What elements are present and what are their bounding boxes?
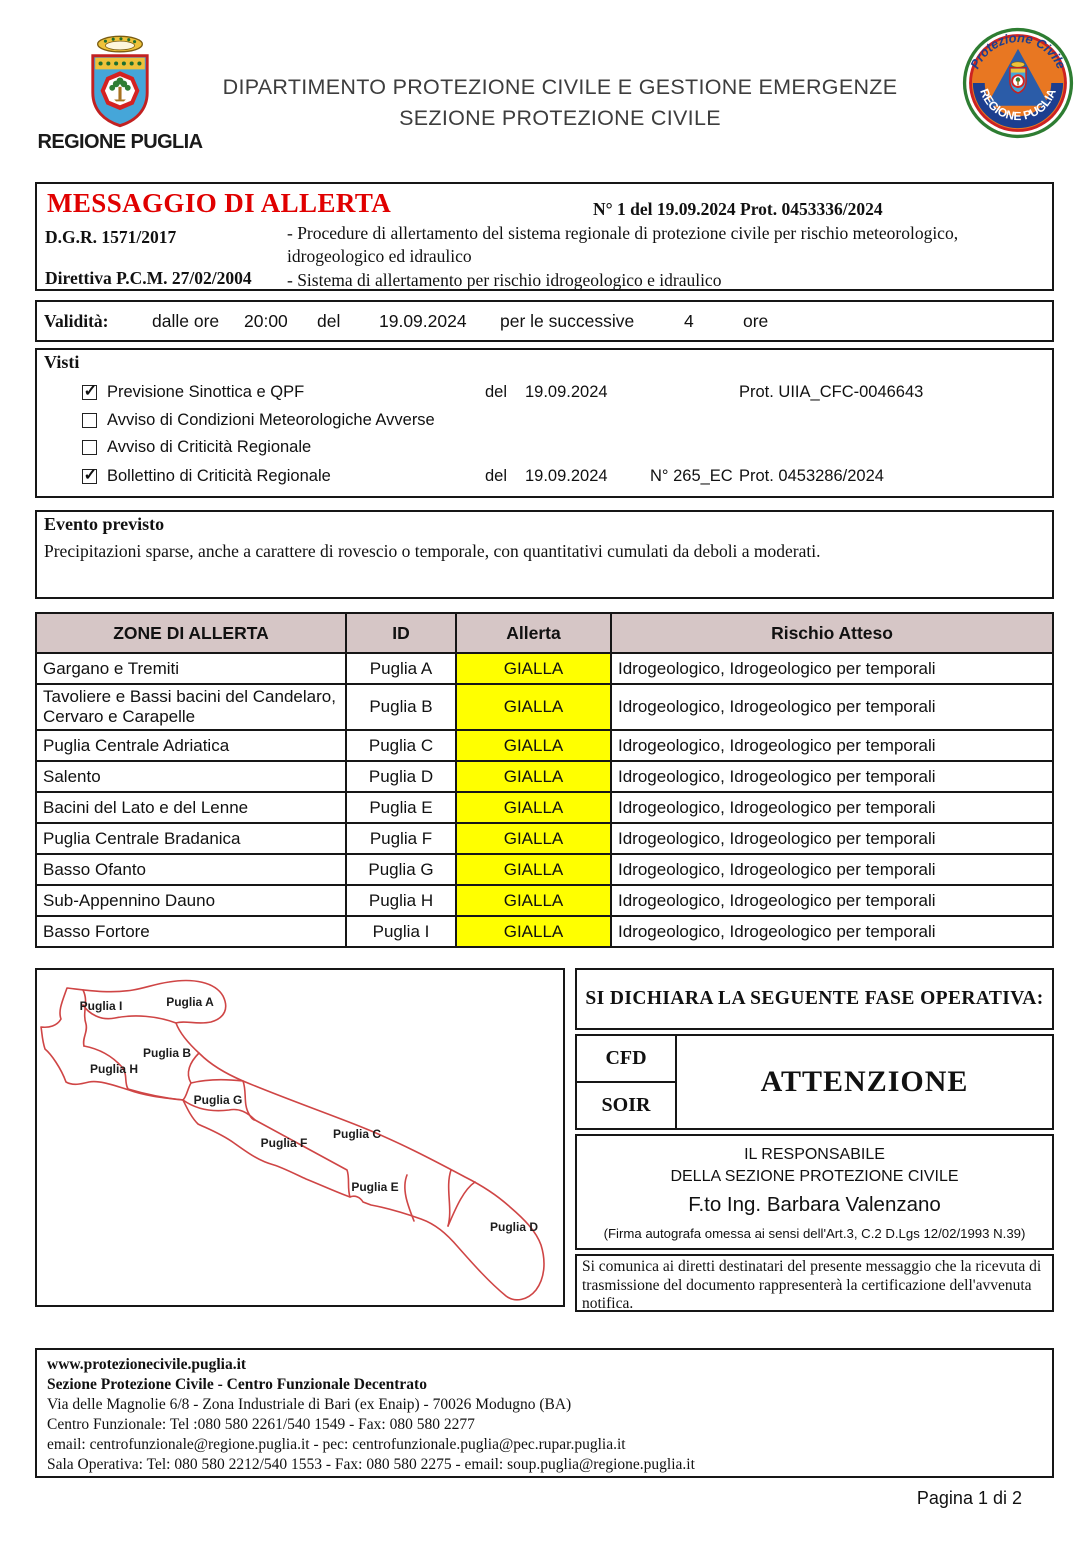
zone-id-cell: Puglia F	[346, 823, 456, 854]
right-logo-arc-top-text: Protezione Civile	[967, 30, 1069, 72]
footer-email-pec: email: centrofunzionale@regione.puglia.it - pec: centrofunzionale.puglia@pec.rupar.puglia.it	[47, 1436, 626, 1453]
footer-section-name: Sezione Protezione Civile - Centro Funzionale Decentrato	[47, 1376, 427, 1393]
direttiva-label: Direttiva P.C.M. 27/02/2004	[45, 268, 252, 288]
notification-notice-box	[575, 1254, 1054, 1312]
event-label: Evento previsto	[44, 514, 165, 534]
checkbox-avviso-criticita	[82, 440, 97, 455]
puglia-zones-map	[35, 968, 565, 1307]
zone-table-row	[36, 653, 1053, 684]
event-box	[35, 510, 1054, 599]
zone-name-cell: Sub-Appennino Dauno	[36, 885, 346, 916]
validity-of-label: del	[317, 311, 341, 331]
zone-table-row	[36, 730, 1053, 761]
zone-name-cell: Tavoliere e Bassi bacini del Candelaro, Cervaro e Carapelle	[36, 684, 346, 730]
zone-risk-cell: Idrogeologico, Idrogeologico per temporali	[611, 823, 1053, 854]
zone-alert-cell: GIALLA	[456, 792, 611, 823]
zone-alert-cell: GIALLA	[456, 761, 611, 792]
col-header-risk: Rischio Atteso	[611, 613, 1053, 653]
zone-table-row	[36, 854, 1053, 885]
message-title: MESSAGGIO DI ALLERTA	[47, 188, 392, 218]
zone-alert-cell: GIALLA	[456, 823, 611, 854]
visti-item-date: 19.09.2024	[525, 383, 608, 401]
checkbox-avviso-meteo	[82, 413, 97, 428]
zone-alert-cell: GIALLA	[456, 885, 611, 916]
zone-risk-cell: Idrogeologico, Idrogeologico per temporali	[611, 653, 1053, 684]
visti-item-prot: Prot. 0453286/2024	[739, 467, 884, 485]
zone-risk-cell: Idrogeologico, Idrogeologico per temporali	[611, 854, 1053, 885]
zone-table-row	[36, 792, 1053, 823]
message-reference: N° 1 del 19.09.2024 Prot. 0453336/2024	[593, 199, 883, 219]
protezione-civile-logo-icon	[961, 26, 1075, 140]
visti-label: Visti	[44, 352, 80, 372]
visti-row	[37, 383, 1052, 407]
cfd-cell: CFD	[577, 1036, 675, 1083]
footer-sala-operativa-phone: Sala Operativa: Tel: 080 580 2212/540 1553 - Fax: 080 580 2275 - email: soup.puglia@regione.puglia.it	[47, 1456, 695, 1473]
regione-puglia-coat-of-arms-icon	[86, 32, 154, 130]
map-label-puglia-c: Puglia C	[332, 1127, 382, 1141]
validity-label: Validità:	[44, 311, 109, 331]
validity-from-label: dalle ore	[152, 311, 220, 331]
validity-date: 19.09.2024	[379, 311, 467, 331]
validity-hours-value: 4	[684, 311, 694, 331]
visti-item-label: Avviso di Criticità Regionale	[107, 438, 312, 456]
zone-alert-cell: GIALLA	[456, 854, 611, 885]
visti-box	[35, 348, 1054, 498]
zone-name-cell: Puglia Centrale Adriatica	[36, 730, 346, 761]
zone-id-cell: Puglia G	[346, 854, 456, 885]
zone-id-cell: Puglia C	[346, 730, 456, 761]
visti-item-del: del	[485, 383, 508, 401]
map-label-puglia-b: Puglia B	[142, 1046, 192, 1060]
col-header-alert: Allerta	[456, 613, 611, 653]
message-title-box	[35, 182, 1054, 291]
department-title	[190, 72, 930, 134]
visti-item-date: 19.09.2024	[525, 467, 608, 485]
alert-zones-table	[35, 612, 1054, 948]
validity-time: 20:00	[244, 311, 288, 331]
right-logo-arc-bottom-text: REGIONE PUGLIA	[977, 86, 1059, 124]
zone-risk-cell: Idrogeologico, Idrogeologico per temporali	[611, 761, 1053, 792]
zone-name-cell: Basso Ofanto	[36, 854, 346, 885]
zone-id-cell: Puglia D	[346, 761, 456, 792]
zone-table-row	[36, 823, 1053, 854]
left-logo-caption: REGIONE PUGLIA	[37, 131, 203, 153]
map-label-puglia-g: Puglia G	[193, 1093, 243, 1107]
visti-row	[37, 467, 1052, 491]
responsible-title-line1: IL RESPONSABILE	[744, 1146, 885, 1163]
zone-name-cell: Salento	[36, 761, 346, 792]
visti-row	[37, 438, 1052, 462]
validity-next-label: per le successive	[500, 311, 635, 331]
responsible-box	[575, 1134, 1054, 1250]
col-header-zone: ZONE DI ALLERTA	[36, 613, 346, 653]
zone-name-cell: Gargano e Tremiti	[36, 653, 346, 684]
col-header-id: ID	[346, 613, 456, 653]
map-label-puglia-a: Puglia A	[166, 995, 214, 1009]
dgr-text: - Procedure di allertamento del sistema regionale di protezione civile per rischio meteorologico, idrogeologico ed idraulico	[287, 223, 959, 266]
map-label-puglia-h: Puglia H	[89, 1062, 139, 1076]
zones-table-header-row	[36, 613, 1053, 653]
visti-item-del: del	[485, 467, 508, 485]
zone-risk-cell: Idrogeologico, Idrogeologico per temporali	[611, 885, 1053, 916]
map-label-puglia-d: Puglia D	[489, 1220, 539, 1234]
zone-table-row	[36, 761, 1053, 792]
validity-box	[35, 300, 1054, 342]
footer-website: www.protezionecivile.puglia.it	[47, 1356, 247, 1373]
dgr-label: D.G.R. 1571/2017	[45, 227, 177, 247]
footer-contact-box	[35, 1348, 1054, 1478]
operative-phase-declaration-box	[575, 968, 1054, 1030]
department-title-line2: SEZIONE PROTEZIONE CIVILE	[399, 106, 721, 130]
zone-id-cell: Puglia H	[346, 885, 456, 916]
department-title-line1: DIPARTIMENTO PROTEZIONE CIVILE E GESTIONE EMERGENZE	[222, 75, 898, 99]
zone-id-cell: Puglia I	[346, 916, 456, 947]
visti-item-label: Previsione Sinottica e QPF	[107, 383, 305, 401]
visti-item-label: Bollettino di Criticità Regionale	[107, 467, 331, 485]
zones-table-body	[36, 653, 1053, 947]
zone-table-row	[36, 916, 1053, 947]
map-label-puglia-i: Puglia I	[79, 999, 123, 1013]
zone-alert-cell: GIALLA	[456, 653, 611, 684]
checkbox-bollettino-criticita	[82, 469, 97, 484]
phase-value: ATTENZIONE	[760, 1065, 969, 1098]
responsible-title-line2: DELLA SEZIONE PROTEZIONE CIVILE	[670, 1168, 959, 1185]
direttiva-text: - Sistema di allertamento per rischio idrogeologico e idraulico	[287, 270, 722, 290]
visti-row	[37, 411, 1052, 435]
zone-id-cell: Puglia B	[346, 684, 456, 730]
zone-id-cell: Puglia E	[346, 792, 456, 823]
soir-cell: SOIR	[601, 1094, 651, 1116]
map-label-puglia-e: Puglia E	[351, 1180, 399, 1194]
page-number: Pagina 1 di 2	[916, 1488, 1022, 1508]
notification-notice-text: Si comunica ai diretti destinatari del presente messaggio che la ricevuta di trasmissione del documento rappresenterà la certificazione dell'avvenuta notifica.	[582, 1258, 1042, 1312]
event-text: Precipitazioni sparse, anche a carattere di rovescio o temporale, con quantitativi cumulati da deboli a moderati.	[44, 541, 821, 561]
validity-hours-label: ore	[743, 311, 769, 331]
zone-name-cell: Basso Fortore	[36, 916, 346, 947]
footer-centro-funzionale-phone: Centro Funzionale: Tel :080 580 2261/540 1549 - Fax: 080 580 2277	[47, 1416, 475, 1433]
zone-alert-cell: GIALLA	[456, 916, 611, 947]
zone-name-cell: Bacini del Lato e del Lenne	[36, 792, 346, 823]
zone-name-cell: Puglia Centrale Bradanica	[36, 823, 346, 854]
phase-left-column	[577, 1036, 677, 1128]
map-label-puglia-f: Puglia F	[260, 1136, 308, 1150]
visti-item-num: N° 265_EC	[650, 467, 733, 485]
checkbox-previsione-sinottica	[82, 385, 97, 400]
operative-phase-declaration: SI DICHIARA LA SEGUENTE FASE OPERATIVA:	[585, 988, 1044, 1009]
zone-risk-cell: Idrogeologico, Idrogeologico per temporali	[611, 684, 1053, 730]
operative-phase-box	[575, 1034, 1054, 1130]
zone-id-cell: Puglia A	[346, 653, 456, 684]
zone-table-row	[36, 885, 1053, 916]
signer-name: F.to Ing. Barbara Valenzano	[688, 1193, 941, 1216]
zone-alert-cell: GIALLA	[456, 730, 611, 761]
zone-risk-cell: Idrogeologico, Idrogeologico per temporali	[611, 916, 1053, 947]
zone-risk-cell: Idrogeologico, Idrogeologico per temporali	[611, 792, 1053, 823]
footer-address: Via delle Magnolie 6/8 - Zona Industriale di Bari (ex Enaip) - 70026 Modugno (BA)	[47, 1396, 572, 1413]
visti-item-prot: Prot. UIIA_CFC-0046643	[739, 383, 924, 401]
zone-risk-cell: Idrogeologico, Idrogeologico per temporali	[611, 730, 1053, 761]
visti-item-label: Avviso di Condizioni Meteorologiche Avverse	[107, 411, 435, 429]
zone-table-row	[36, 684, 1053, 730]
zone-alert-cell: GIALLA	[456, 684, 611, 730]
signature-note: (Firma autografa omessa ai sensi dell'Art.3, C.2 D.Lgs 12/02/1993 N.39)	[603, 1226, 1026, 1241]
